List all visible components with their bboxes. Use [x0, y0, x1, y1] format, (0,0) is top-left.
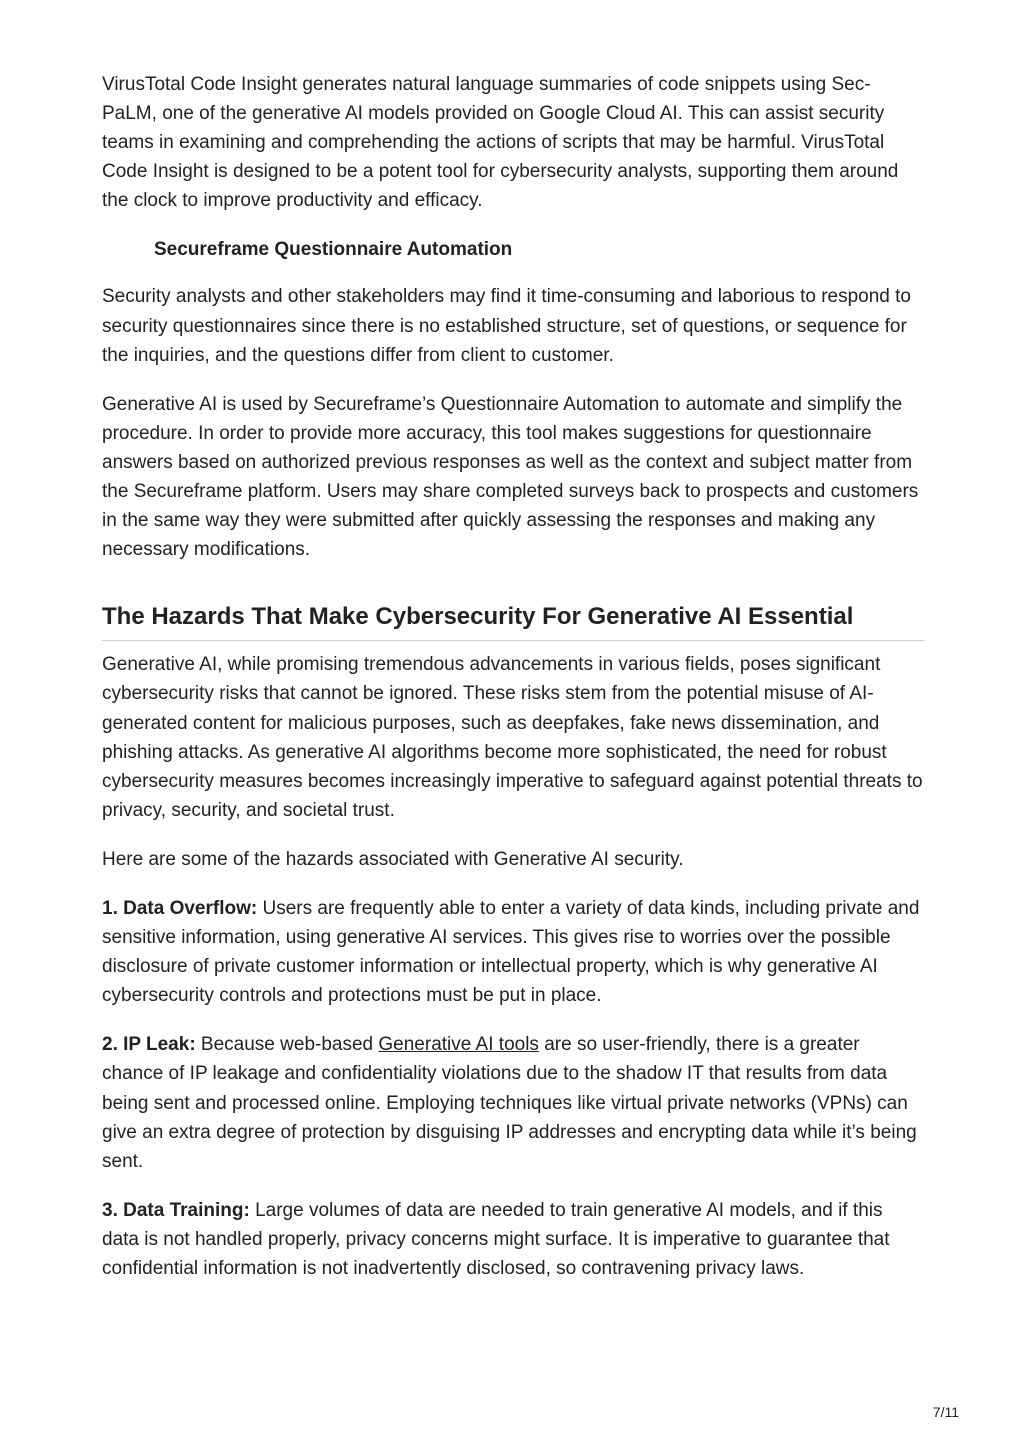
hazard-item-data-overflow: [102, 894, 924, 1010]
hazard-item-label: 2. IP Leak:: [102, 1034, 196, 1056]
hazard-item-label: 1. Data Overflow:: [102, 897, 258, 919]
hazard-item-text: Because web-based: [195, 1034, 379, 1056]
page-number: 7/11: [932, 1404, 959, 1420]
document-body: [102, 70, 924, 1283]
hazards-lead-paragraph: Here are some of the hazards associated with Generative AI security.: [102, 848, 684, 870]
secureframe-paragraph-2: Generative AI is used by Secureframe’s Questionnaire Automation to automate and simplify the procedure. In order to provide more accuracy, this tool makes suggestions for questionnaire answers based on authorized previous responses as well as the context and subject matter from the Secureframe platform. Users may share completed surveys back to prospects and customers in the same way they were submitted after quickly assessing the responses and making any necessary modifications.: [102, 393, 919, 561]
hazard-item-data-training: [102, 1196, 924, 1283]
hazard-item-text: Users are frequently able to enter a variety of data kinds, including private and sensitive information, using generative AI services. This gives rise to worries over the possible disclosure of private customer information or intellectual property, which is why generative AI cybersecurity controls and protections must be put in place.: [102, 897, 920, 1007]
generative-ai-tools-link[interactable]: Generative AI tools: [378, 1034, 539, 1056]
hazard-item-text: Large volumes of data are needed to train generative AI models, and if this data is not handled properly, privacy concerns might surface. It is imperative to guarantee that confidential information is not inadvertently disclosed, so contravening privacy laws.: [102, 1199, 890, 1279]
intro-paragraph: VirusTotal Code Insight generates natural language summaries of code snippets using Sec-PaLM, one of the generative AI models provided on Google Cloud AI. This can assist security teams in examining and comprehending the actions of scripts that may be harmful. VirusTotal Code Insight is designed to be a potent tool for cybersecurity analysts, supporting them around the clock to improve productivity and efficacy.: [102, 74, 899, 212]
secureframe-subheading: Secureframe Questionnaire Automation: [154, 239, 513, 261]
hazards-section-heading: The Hazards That Make Cybersecurity For Generative AI Essential: [102, 600, 924, 641]
hazard-item-text: are so user-friendly, there is a greater chance of IP leakage and confidentiality violations due to the shadow IT that results from data being sent and processed online. Employing techniques like virtual private networks (VPNs) can give an extra degree of protection by disguising IP addresses and encrypting data while it’s being sent.: [102, 1034, 917, 1172]
hazard-item-ip-leak: [102, 1030, 924, 1175]
hazard-item-label: 3. Data Training:: [102, 1199, 250, 1221]
hazards-intro-paragraph: Generative AI, while promising tremendous advancements in various fields, poses significant cybersecurity risks that cannot be ignored. These risks stem from the potential misuse of AI-generated content for malicious purposes, such as deepfakes, fake news dissemination, and phishing attacks. As generative AI algorithms become more sophisticated, the need for robust cybersecurity measures becomes increasingly imperative to safeguard against potential threats to privacy, security, and societal trust.: [102, 654, 923, 821]
secureframe-paragraph-1: Security analysts and other stakeholders may find it time-consuming and laborious to respond to security questionnaires since there is no established structure, set of questions, or sequence for the inquiries, and the questions differ from client to customer.: [102, 286, 911, 366]
